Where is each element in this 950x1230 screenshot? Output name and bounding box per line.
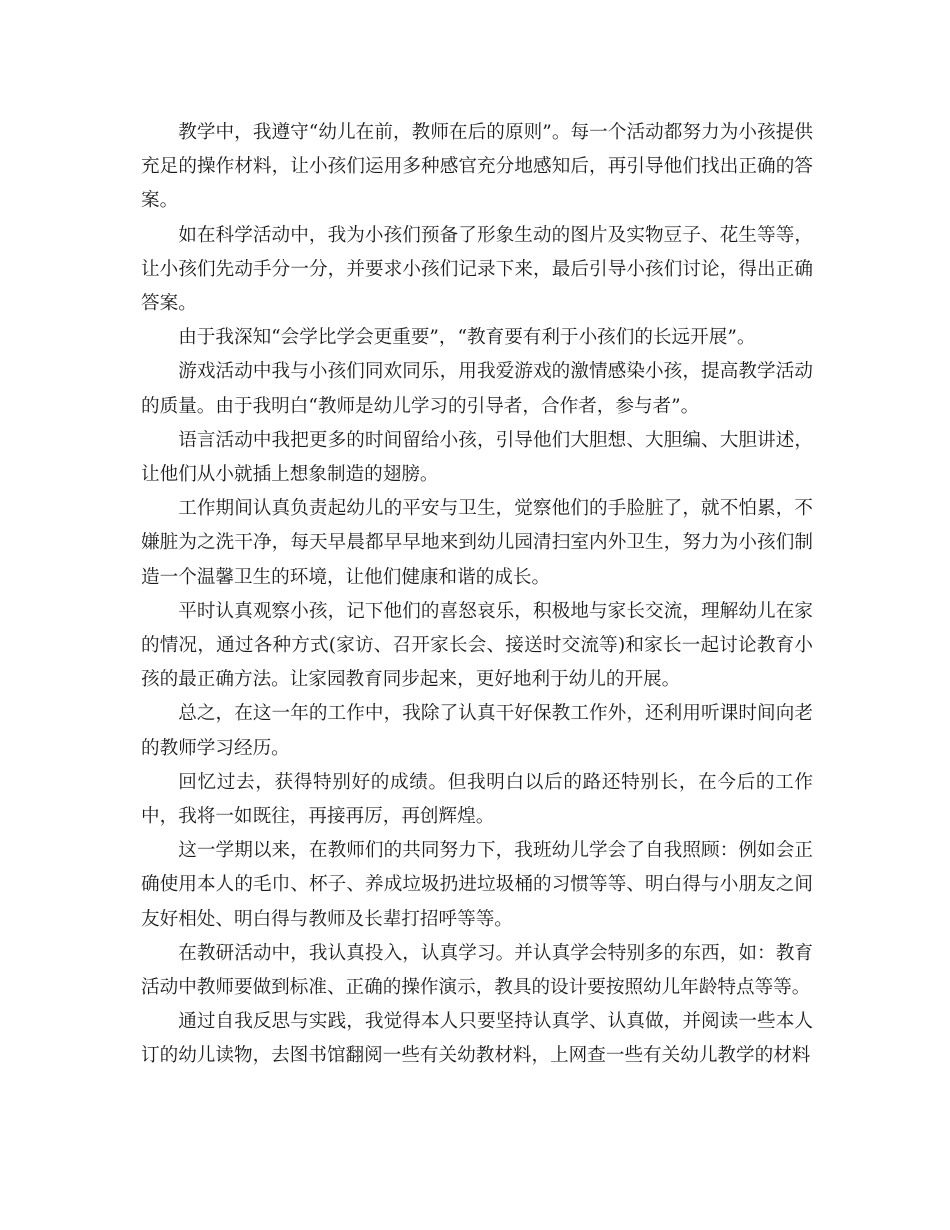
paragraph: 工作期间认真负责起幼儿的平安与卫生，觉察他们的手脸脏了，就不怕累，不嫌脏为之洗干净，每天早晨都早早地来到幼儿园清扫室内外卫生，努力为小孩们制造一个温馨卫生的环境，让他们健康和谐的成长。 <box>141 498 813 588</box>
paragraph: 这一学期以来，在教师们的共同努力下，我班幼儿学会了自我照顾：例如会正确使用本人的毛巾、杯子、养成垃圾扔进垃圾桶的习惯等等、明白得与小朋友之间友好相处、明白得与教师及长辈打招呼等等。 <box>141 840 813 930</box>
paragraph: 回忆过去，获得特别好的成绩。但我明白以后的路还特别长，在今后的工作中，我将一如既往，再接再厉，再创辉煌。 <box>141 771 813 828</box>
paragraph: 通过自我反思与实践，我觉得本人只要坚持认真学、认真做，并阅读一些本人订的幼儿读物，去图书馆翻阅一些有关幼教材料，上网查一些有关幼儿教学的材料 <box>141 1011 813 1067</box>
paragraph: 由于我深知“会学比学会更重要”，“教育要有利于小孩们的长远开展”。 <box>178 327 756 349</box>
paragraph: 平时认真观察小孩，记下他们的喜怒哀乐，积极地与家长交流，理解幼儿在家的情况，通过各种方式(家访、召开家长会、接送时交流等)和家长一起讨论教育小孩的最正确方法。让家园教育同步起来，更好地利于幼儿的开展。 <box>141 600 813 691</box>
paragraph: 游戏活动中我与小孩们同欢同乐，用我爱游戏的激情感染小孩，提高教学活动的质量。由于我明白“教师是幼儿学习的引导者，合作者，参与者”。 <box>141 361 813 417</box>
paragraph: 如在科学活动中，我为小孩们预备了形象生动的图片及实物豆子、花生等等，让小孩们先动手分一分，并要求小孩们记录下来，最后引导小孩们讨论，得出正确答案。 <box>141 224 813 315</box>
paragraph: 在教研活动中，我认真投入，认真学习。并认真学会特别多的东西，如：教育活动中教师要做到标准、正确的操作演示，教具的设计要按照幼儿年龄特点等等。 <box>141 942 813 999</box>
paragraph: 语言活动中我把更多的时间留给小孩，引导他们大胆想、大胆编、大胆讲述，让他们从小就插上想象制造的翅膀。 <box>141 429 813 486</box>
document-body <box>141 116 813 1074</box>
paragraph: 总之，在这一年的工作中，我除了认真干好保教工作外，还利用听课时间向老的教师学习经历。 <box>141 703 813 759</box>
paragraph: 教学中，我遵守“幼儿在前，教师在后的原则”。每一个活动都努力为小孩提供充足的操作材料，让小孩们运用多种感官充分地感知后，再引导他们找出正确的答案。 <box>141 122 813 212</box>
